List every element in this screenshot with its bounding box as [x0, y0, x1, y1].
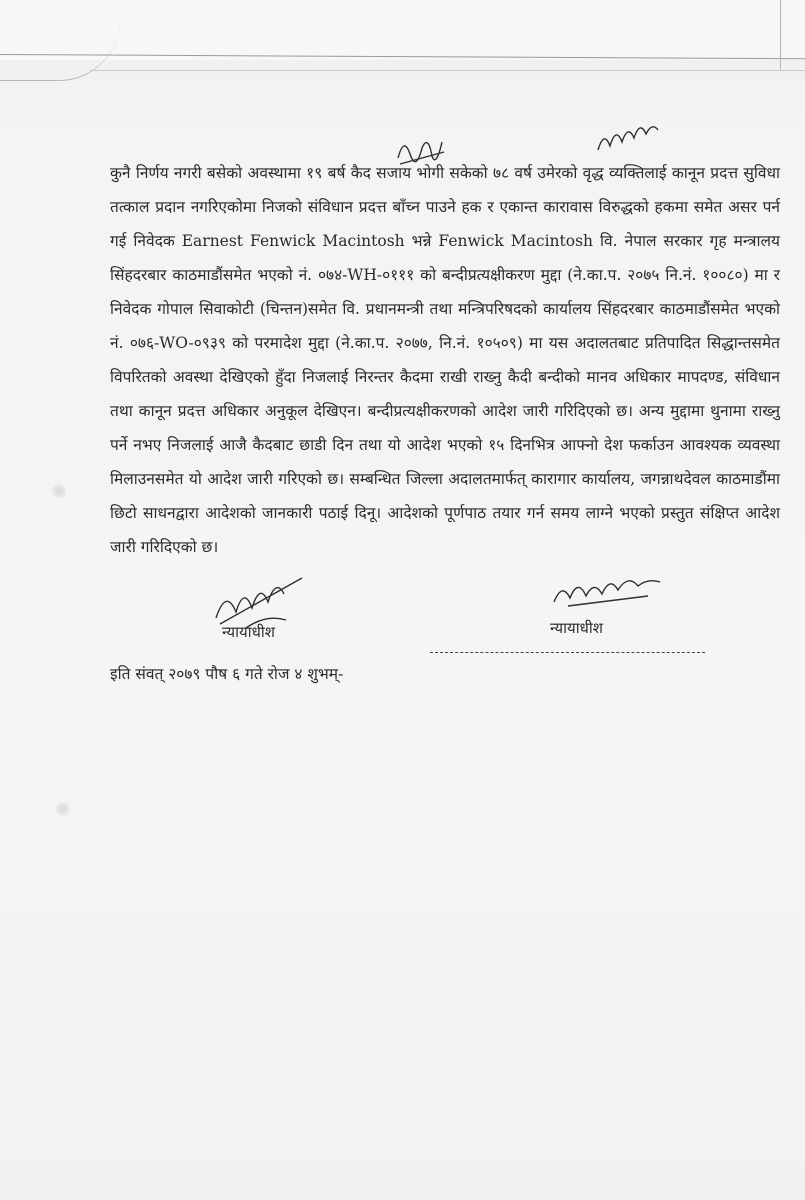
- punch-hole: [56, 802, 70, 816]
- order-paragraph: कुनै निर्णय नगरी बसेको अवस्थामा १९ बर्ष कैद सजाय भोगी सकेको ७८ वर्ष उमेरको वृद्ध व्यक्तिलाई कानून प्रदत्त सुविधा तत्काल प्रदान नगरिएकोमा निजको संविधान प्रदत्त बाँच्न पाउने हक र एकान्त कारावास विरुद्धको हकमा समेत असर पर्न गई निवेदक Earnest Fenwick Macintosh भन्ने Fenwick Macintosh वि. नेपाल सरकार गृह मन्त्रालय सिंहदरबार काठमाडौंसमेत भएको नं. ०७४-WH-०१११ को बन्दीप्रत्यक्षीकरण मुद्दा (ने.का.प. २०७५ नि.नं. १००८०) मा र निवेदक गोपाल सिवाकोटी (चिन्तन)समेत वि. प्रधानमन्त्री तथा मन्त्रिपरिषदको कार्यालय सिंहदरबार काठमाडौंसमेत भएको नं. ०७६-WO-०९३९ को परमादेश मुद्दा (ने.का.प. २०७७, नि.नं. १०५०९) मा यस अदालतबाट प्रतिपादित सिद्धान्तसमेत विपरितको अवस्था देखिएको हुँदा निजलाई निरन्तर कैदमा राखी राख्नु कैदी बन्दीको मानव अधिकार मापदण्ड, संविधान तथा कानून प्रदत्त अधिकार अनुकूल देखिएन। बन्दीप्रत्यक्षीकरणको आदेश जारी गरिदिएको छ। अन्य मुद्दामा थुनामा राख्नु पर्ने नभए निजलाई आजै कैदबाट छाडी दिन तथा यो आदेश भएको १५ दिनभित्र आफ्नो देश फर्काउन आवश्यक व्यवस्था मिलाउनसमेत यो आदेश जारी गरिएको छ। सम्बन्धित जिल्ला अदालतमार्फत् कारागार कार्यालय, जगन्नाथदेवल काठमाडौंमा छिटो साधनद्वारा आदेशको जानकारी पठाई दिनू। आदेशको पूर्णपाठ तयार गर्न समय लाग्ने भएको प्रस्तुत संक्षिप्त आदेश जारी गरिदिएको छ।: [110, 164, 780, 556]
- punch-hole: [52, 484, 66, 498]
- page-top-edge: [0, 0, 805, 60]
- left-judge-label: न्यायाधीश: [222, 623, 275, 641]
- page-right-edge: [780, 0, 781, 70]
- date-line-dashes: [430, 652, 705, 653]
- date-line: इति संवत् २०७९ पौष ६ गते रोज ४ शुभम्-: [110, 665, 344, 683]
- page-edge-line: [90, 70, 805, 71]
- initial-signature-top-right: [594, 112, 664, 162]
- right-judge-label: न्यायाधीश: [550, 619, 603, 637]
- right-judge-signature: [548, 566, 668, 616]
- page-curl: [0, 20, 120, 81]
